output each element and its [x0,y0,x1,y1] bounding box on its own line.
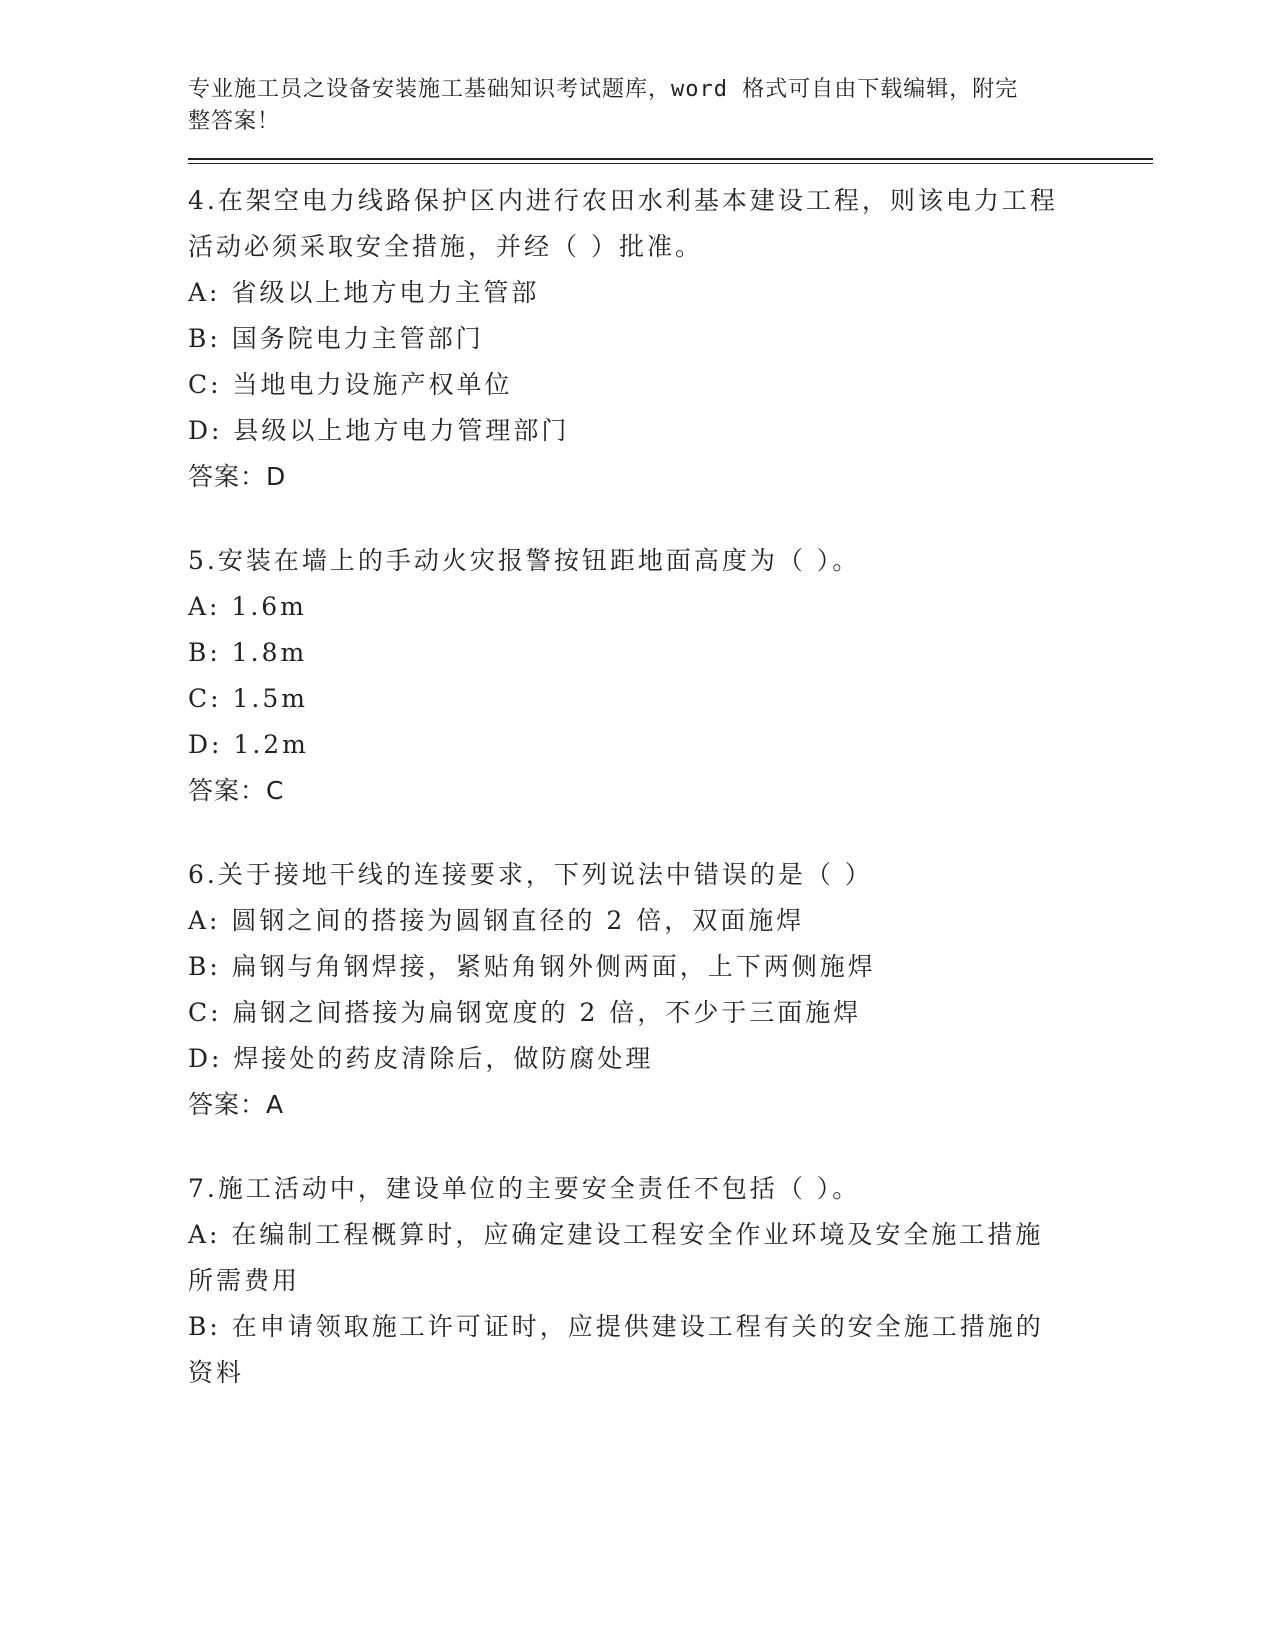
option-b: B: 在申请领取施工许可证时，应提供建设工程有关的安全施工措施的资料 [188,1312,1044,1387]
option-a: A: 在编制工程概算时，应确定建设工程安全作业环境及安全施工措施所需费用 [188,1220,1044,1295]
option-a: A: 圆钢之间的搭接为圆钢直径的 2 倍，双面施焊 [188,906,805,935]
header-line-2: 整答案！ [188,109,281,134]
option-b: B: 1.8m [188,638,308,667]
answer: 答案：A [188,1090,285,1119]
question-stem: 5.安装在墙上的手动火灾报警按钮距地面高度为（ ）。 [188,546,861,575]
option-b: B: 扁钢与角钢焊接，紧贴角钢外侧两面，上下两侧施焊 [188,952,876,981]
option-d: D: 县级以上地方电力管理部门 [188,416,570,445]
document-header [188,74,1068,138]
header-divider [188,158,1153,160]
question-7 [188,1166,1153,1396]
answer: 答案：D [188,462,287,491]
question-stem: 6.关于接地干线的连接要求，下列说法中错误的是（ ） [188,860,873,889]
header-line-1: 专业施工员之设备安装施工基础知识考试题库，word 格式可自由下载编辑，附完 [188,77,1019,102]
option-d: D: 焊接处的药皮清除后，做防腐处理 [188,1044,654,1073]
option-a: A: 省级以上地方电力主管部 [188,278,540,307]
option-d: D: 1.2m [188,730,309,759]
document-page [188,70,1153,1396]
question-stem: 7.施工活动中，建设单位的主要安全责任不包括（ ）。 [188,1174,861,1203]
option-c: C: 当地电力设施产权单位 [188,370,513,399]
option-a: A: 1.6m [188,592,307,621]
question-4 [188,178,1153,500]
question-6 [188,852,1153,1128]
question-5 [188,538,1153,814]
option-c: C: 1.5m [188,684,308,713]
option-c: C: 扁钢之间搭接为扁钢宽度的 2 倍，不少于三面施焊 [188,998,862,1027]
header-divider-thin [188,163,1153,164]
option-b: B: 国务院电力主管部门 [188,324,484,353]
answer: 答案：C [188,776,285,805]
question-stem: 4.在架空电力线路保护区内进行农田水利基本建设工程，则该电力工程活动必须采取安全措施，并经（ ）批准。 [188,186,1058,261]
